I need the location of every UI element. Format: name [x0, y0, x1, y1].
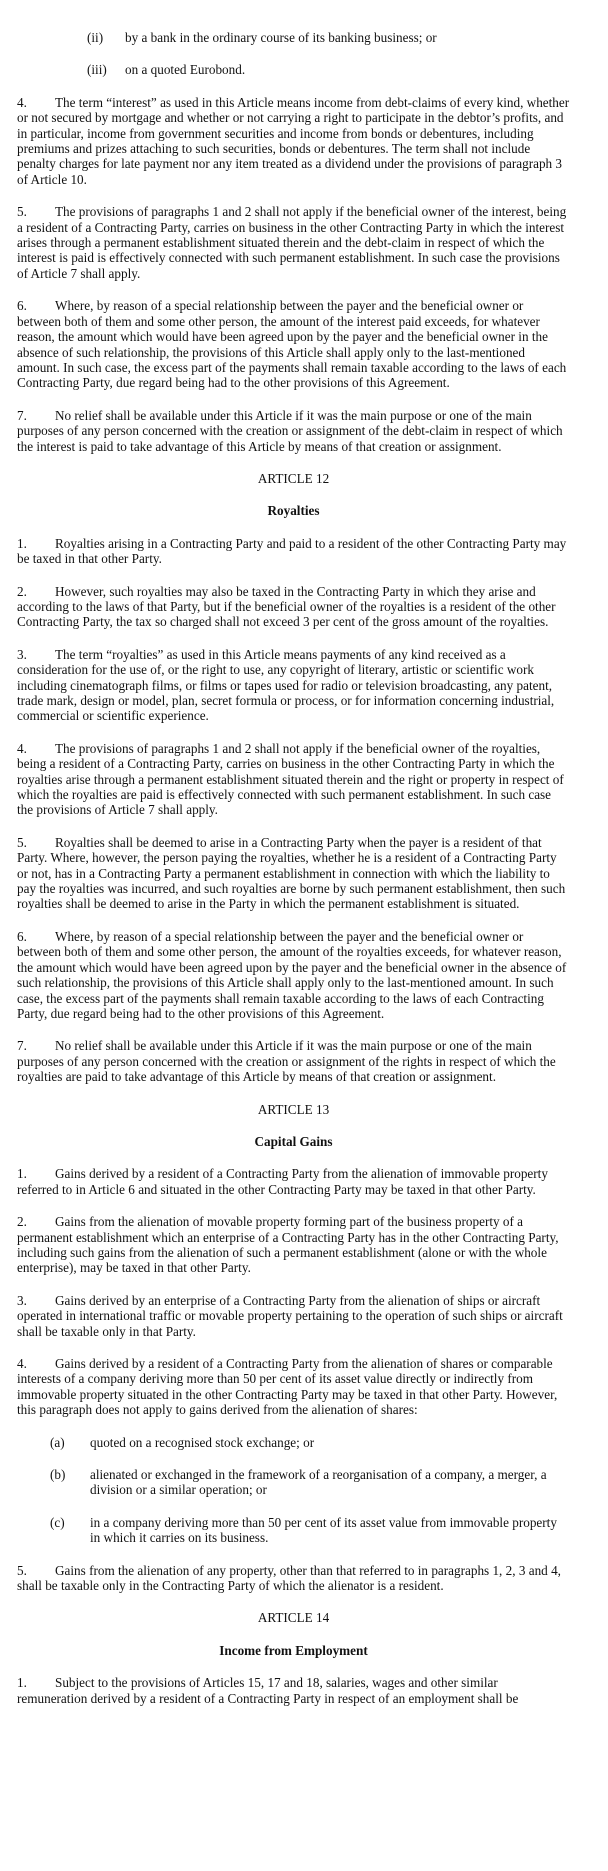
paragraph-text: Gains from the alienation of movable property forming part of the business property of a permanent establishment which an enterprise of a Contracting Party has in the other Contracting Party, including such gains from the alienation of such a permanent establishment (alone or with the whole enterprise), may be taxed in that other Party.: [17, 1214, 559, 1276]
paragraph-number: 2.: [17, 583, 27, 599]
article-title: Capital Gains: [254, 1133, 333, 1149]
list-item: [87, 62, 570, 77]
list-item-number: (ii): [87, 30, 104, 45]
article-title: Royalties: [267, 503, 320, 519]
paragraph: [17, 1563, 570, 1594]
paragraph-number: 6.: [17, 298, 27, 314]
list-item-text: by a bank in the ordinary course of its banking business; or: [125, 30, 437, 45]
article-label: ARTICLE 12: [257, 470, 330, 486]
list-item-number: (iii): [87, 62, 107, 78]
paragraph-number: 4.: [17, 740, 27, 756]
paragraph: [17, 1038, 570, 1084]
paragraph-text: Royalties shall be deemed to arise in a Contracting Party when the payer is a resident of that Party. Where, however, the person paying the royalties, whether he is a resident of a Contracting Party or not, has in a Contracting Party a permanent establishment in connection with which the liability to pay the royalties was incurred, and such royalties are borne by such permanent establishment, then such royalties shall be deemed to arise in the Party in which the permanent establishment is situated.: [17, 834, 566, 912]
paragraph: [17, 95, 570, 187]
paragraph-text: The provisions of paragraphs 1 and 2 shall not apply if the beneficial owner of the interest, being a resident of a Contracting Party, carries on business in the other Contracting Party in which the interest arises through a permanent establishment situated therein and the debt-claim in respect of which the interest is paid is effectively connected with such permanent establishment. In such case the provisions of Article 7 shall apply.: [17, 204, 567, 281]
paragraph-text: Gains derived by an enterprise of a Contracting Party from the alienation of ships or aircraft operated in international traffic or movable property pertaining to the operation of such ships or aircraft shall be taxable only in that Party.: [17, 1292, 563, 1339]
paragraph-number: 1.: [17, 535, 27, 551]
paragraph: [17, 584, 570, 630]
paragraph-text: No relief shall be available under this Article if it was the main purpose or one of the main purposes of any person concerned with the creation or assignment of the rights in respect of which the royalties are paid to take advantage of this Article by means of that creation or assignment.: [17, 1038, 556, 1085]
paragraph-text: The provisions of paragraphs 1 and 2 shall not apply if the beneficial owner of the royalties, being a resident of a Contracting Party, carries on business in the other Contracting Party in which the royalties arise through a permanent establishment situated therein and the right or property in respect of which the royalties are paid is effectively connected with such permanent establishment. In such case the provisions of Article 7 shall apply.: [17, 740, 564, 818]
paragraph-text: The term “royalties” as used in this Article means payments of any kind received as a consideration for the use of, or the right to use, any copyright of literary, artistic or scientific work including cinematograph films, or films or tapes used for radio or television broadcasting, any patent, trade mark, design or model, plan, secret formula or process, or for information concerning industrial, commercial or scientific experience.: [17, 646, 555, 724]
paragraph: [17, 1356, 570, 1418]
paragraph-number: 5.: [17, 1562, 27, 1578]
paragraph: [17, 1675, 570, 1706]
list-item: [50, 1515, 570, 1546]
paragraph-text: Royalties arising in a Contracting Party and paid to a resident of the other Contracting Party may be taxed in that other Party.: [17, 535, 567, 567]
paragraph-number: 5.: [17, 204, 27, 220]
paragraph-number: 6.: [17, 928, 27, 944]
paragraph-text: Gains derived by a resident of a Contracting Party from the alienation of shares or comparable interests of a company deriving more than 50 per cent of its asset value directly or indirectly from immovable property situated in the other Contracting Party may be taxed in that other Party. However, this paragraph does not apply to gains derived from the alienation of shares:: [17, 1356, 558, 1418]
paragraph-number: 4.: [17, 1356, 27, 1371]
list-item-text: alienated or exchanged in the framework of a reorganisation of a company, a merger, a division or a similar operation; or: [90, 1467, 547, 1498]
paragraph: [17, 647, 570, 724]
paragraph-number: 7.: [17, 407, 27, 423]
list-item-number: (c): [50, 1514, 65, 1530]
list-item-text: quoted on a recognised stock exchange; or: [90, 1434, 315, 1450]
list-item-text: on a quoted Eurobond.: [125, 62, 246, 78]
paragraph-text: Where, by reason of a special relationship between the payer and the beneficial owner or between both of them and some other person, the amount of the interest paid exceeds, for whatever reason, the amount which would have been agreed upon by the payer and the beneficial owner in the absence of such relationship, the provisions of this Article shall apply only to the last-mentioned amount. In such case, the excess part of the payments shall remain taxable according to the laws of each Contracting Party, due regard being had to the other provisions of this Agreement.: [17, 298, 567, 391]
paragraph-number: 5.: [17, 834, 27, 850]
paragraph-text: Subject to the provisions of Articles 15, 17 and 18, salaries, wages and other similar remuneration derived by a resident of a Contracting Party in respect of an employment shall be: [17, 1675, 519, 1706]
list-item: [87, 30, 570, 45]
article-label: ARTICLE 13: [257, 1101, 330, 1117]
list-item-text: in a company deriving more than 50 per cent of its asset value from immovable property in which it carries on its business.: [90, 1514, 557, 1546]
paragraph-number: 1.: [17, 1166, 27, 1182]
paragraph: [17, 536, 570, 567]
paragraph: [17, 741, 570, 818]
paragraph: [17, 835, 570, 912]
paragraph-text: Gains derived by a resident of a Contracting Party from the alienation of immovable property referred to in Article 6 and situated in the other Contracting Party may be taxed in that other Party.: [17, 1166, 548, 1197]
list-item-number: (a): [50, 1434, 65, 1450]
paragraph-number: 1.: [17, 1675, 27, 1691]
paragraph-number: 2.: [17, 1214, 27, 1230]
paragraph: [17, 298, 570, 390]
paragraph-number: 4.: [17, 94, 27, 110]
paragraph: [17, 929, 570, 1021]
paragraph: [17, 1293, 570, 1339]
paragraph-number: 7.: [17, 1038, 27, 1054]
article-title: Income from Employment: [219, 1642, 368, 1658]
paragraph-text: No relief shall be available under this Article if it was the main purpose or one of the main purposes of any person concerned with the creation or assignment of the debt-claim in respect of which the interest is paid to take advantage of this Article by means of that creation or assignment.: [17, 407, 563, 454]
list-item: [50, 1467, 570, 1498]
article-label: ARTICLE 14: [257, 1610, 330, 1626]
list-item-number: (b): [50, 1467, 66, 1483]
paragraph: [17, 1214, 570, 1276]
paragraph-text: Where, by reason of a special relationship between the payer and the beneficial owner or between both of them and some other person, the amount of the royalties exceeds, for whatever reason, the amount which would have been agreed upon by the payer and the beneficial owner in the absence of such relationship, the provisions of this Article shall apply only to the last-mentioned amount. In such case, the excess part of the payments shall remain taxable according to the laws of each Contracting Party, due regard being had to the other provisions of this Agreement.: [17, 928, 567, 1021]
paragraph: [17, 1166, 570, 1197]
list-item: [50, 1435, 570, 1450]
paragraph-number: 3.: [17, 646, 27, 662]
paragraph-text: However, such royalties may also be taxed in the Contracting Party in which they arise and according to the laws of that Party, but if the beneficial owner of the royalties is a resident of the other Contracting Party, the tax so charged shall not exceed 3 per cent of the gross amount of the royalties.: [17, 583, 556, 630]
paragraph-text: The term “interest” as used in this Article means income from debt-claims of every kind, whether or not secured by mortgage and whether or not carrying a right to participate in the debtor’s profits, and in particular, income from government securities and income from bonds or debentures, including premiums and prizes attaching to such securities, bonds or debentures. The term shall not include penalty charges for late payment nor any item treated as a dividend under the provisions of paragraph 3 of Article 10.: [17, 94, 570, 187]
paragraph-text: Gains from the alienation of any property, other than that referred to in paragraphs 1, 2, 3 and 4, shall be taxable only in the Contracting Party of which the alienator is a resident.: [17, 1562, 561, 1594]
paragraph: [17, 408, 570, 454]
paragraph-number: 3.: [17, 1292, 27, 1308]
paragraph: [17, 204, 570, 281]
